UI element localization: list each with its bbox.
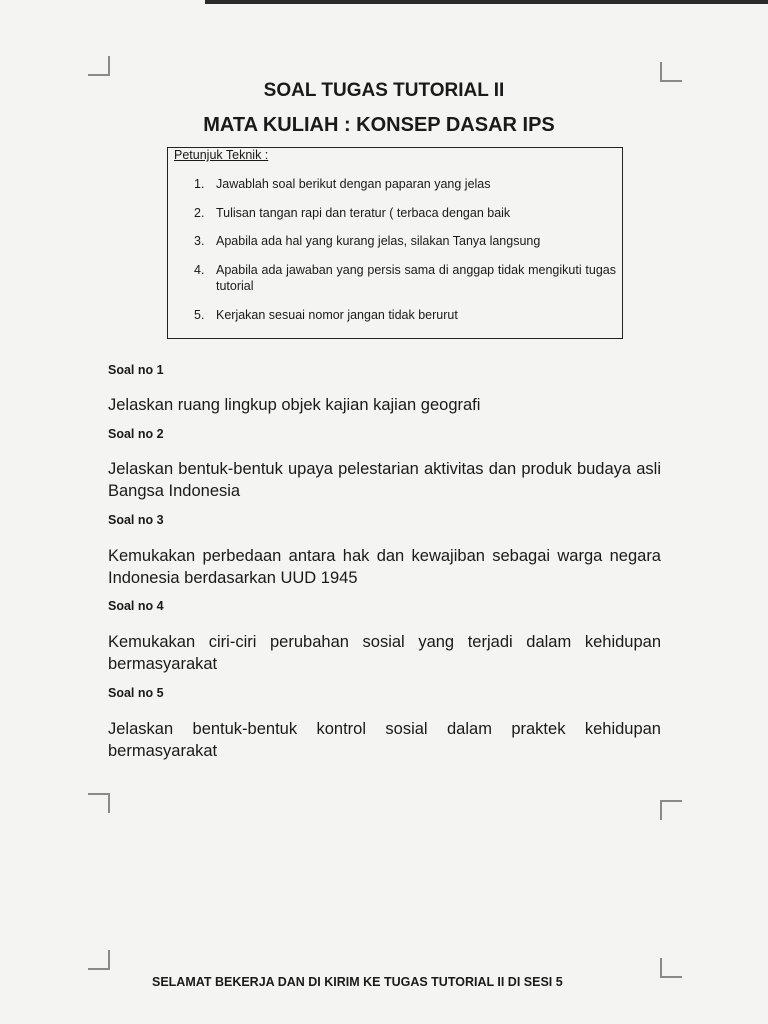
crop-mark-top-right — [660, 62, 682, 82]
instruction-number: 5. — [194, 308, 205, 322]
question-label: Soal no 4 — [108, 599, 164, 613]
instructions-heading: Petunjuk Teknik : — [174, 148, 269, 162]
question-text: Kemukakan perbedaan antara hak dan kewajiban sebagai warga negara Indonesia berdasarkan UUD 1945 — [108, 547, 661, 587]
instruction-number: 2. — [194, 206, 205, 220]
question-label: Soal no 5 — [108, 686, 164, 700]
instruction-item — [194, 307, 616, 323]
instructions-box — [167, 147, 623, 339]
crop-mark-middle-left — [88, 793, 110, 813]
crop-mark-top-left — [88, 56, 110, 76]
question-label: Soal no 3 — [108, 513, 164, 527]
instruction-item — [194, 176, 616, 192]
instruction-text: Kerjakan sesuai nomor jangan tidak berurut — [216, 308, 458, 322]
instruction-item — [194, 233, 616, 249]
question-text: Jelaskan bentuk-bentuk upaya pelestarian aktivitas dan produk budaya asli Bangsa Indonesia — [108, 460, 661, 500]
question-text: Jelaskan bentuk-bentuk kontrol sosial dalam praktek kehidupan bermasyarakat — [108, 720, 661, 760]
instruction-item — [194, 262, 616, 294]
footer-note: SELAMAT BEKERJA DAN DI KIRIM KE TUGAS TUTORIAL II DI SESI 5 — [152, 975, 563, 989]
course-title: MATA KULIAH : KONSEP DASAR IPS — [203, 114, 555, 136]
instruction-number: 4. — [194, 263, 205, 277]
instruction-text: Apabila ada jawaban yang persis sama di anggap tidak mengikuti tugas tutorial — [216, 263, 616, 293]
document-title: SOAL TUGAS TUTORIAL II — [263, 80, 505, 101]
question-label: Soal no 1 — [108, 363, 164, 377]
instruction-number: 1. — [194, 177, 205, 191]
crop-mark-bottom-left — [88, 950, 110, 970]
instruction-number: 3. — [194, 234, 205, 248]
crop-mark-bottom-right — [660, 958, 682, 978]
instruction-item — [194, 205, 616, 221]
instruction-text: Tulisan tangan rapi dan teratur ( terbaca dengan baik — [216, 206, 511, 220]
question-text: Kemukakan ciri-ciri perubahan sosial yang terjadi dalam kehidupan bermasyarakat — [108, 633, 661, 673]
instruction-text: Apabila ada hal yang kurang jelas, silakan Tanya langsung — [216, 234, 541, 248]
instruction-text: Jawablah soal berikut dengan paparan yang jelas — [216, 177, 491, 191]
page-top-edge-shadow — [205, 0, 768, 4]
crop-mark-middle-right — [660, 800, 682, 820]
question-text: Jelaskan ruang lingkup objek kajian kajian geografi — [108, 396, 481, 414]
question-label: Soal no 2 — [108, 427, 164, 441]
